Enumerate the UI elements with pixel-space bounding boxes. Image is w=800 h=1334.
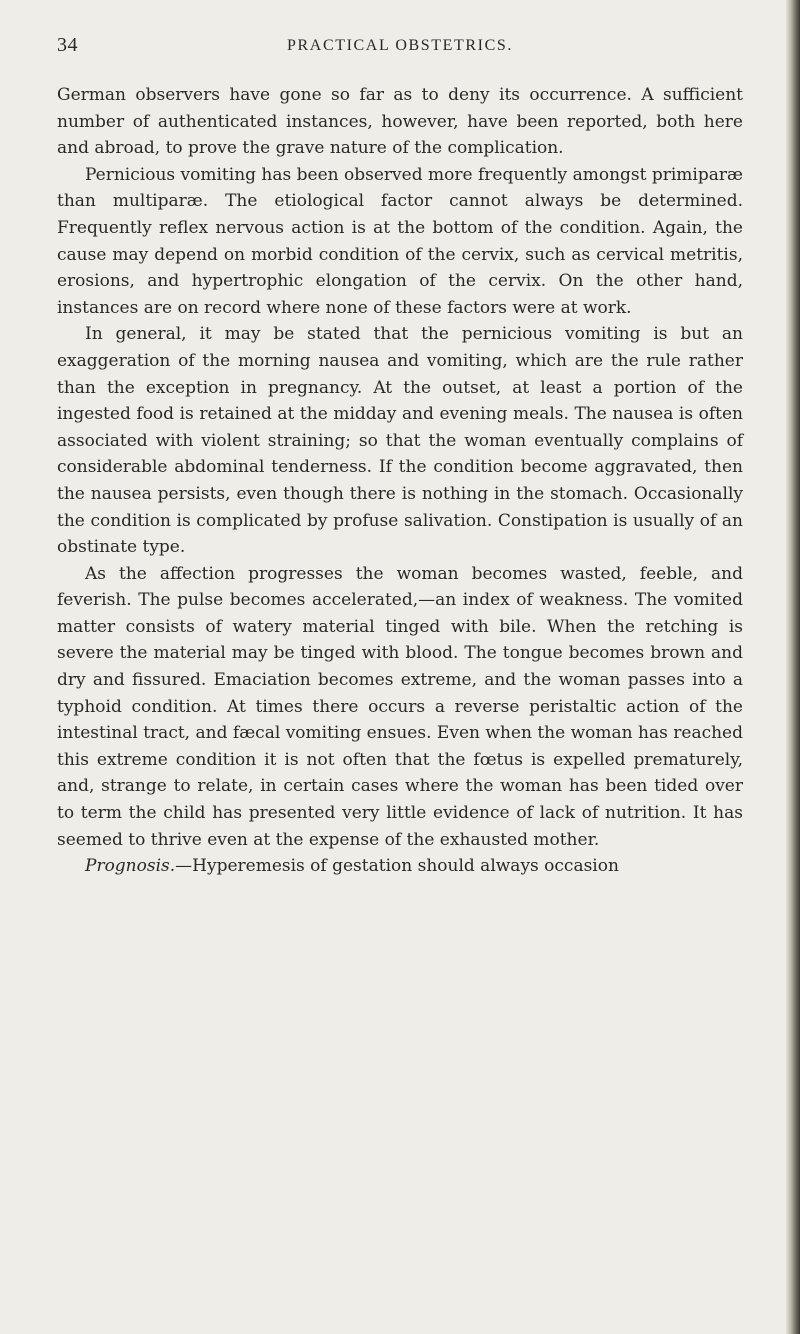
body-text bbox=[57, 82, 743, 880]
page-number: 34 bbox=[57, 34, 78, 56]
paragraph-continuation: German observers have gone so far as to deny its occurrence. A sufficient number of authenticated instances, however, have been reported, both here and abroad, to prove the grave nature of the complication. bbox=[57, 85, 743, 159]
paragraph-etiology: Pernicious vomiting has been observed more frequently amongst primiparæ than multiparæ. The etiological factor cannot always be determined. Frequently reflex nervous action is at the bottom of the condition. Again, the cause may depend on morbid condition of the cervix, such as cervical metritis, erosions, and hypertrophic elongation of the cervix. On the other hand, instances are on record where none of these factors were at work. bbox=[57, 164, 743, 318]
page-binding-edge bbox=[786, 0, 800, 1334]
running-head: PRACTICAL OBSTETRICS. bbox=[287, 37, 513, 54]
prognosis-label: Prognosis. bbox=[85, 856, 176, 877]
paragraph-general: In general, it may be stated that the pernicious vomiting is but an exaggeration of the morning nausea and vomiting, which are the rule rather than the exception in pregnancy. At the outset, at least a portion of the ingested food is retained at the midday and evening meals. The nausea is often associated with violent straining; so that the woman eventually complains of considerable abdominal tenderness. If the condition become aggravated, then the nausea persists, even though there is nothing in the stomach. Occasionally the condition is complicated by profuse salivation. Constipation is usually of an obstinate type. bbox=[57, 324, 743, 558]
paragraph-prognosis bbox=[57, 853, 743, 880]
paragraph-progression: As the affection progresses the woman becomes wasted, feeble, and feverish. The pulse becomes accelerated,—an index of weakness. The vomited matter consists of watery material tinged with bile. When the retching is severe the material may be tinged with blood. The tongue becomes brown and dry and fissured. Emaciation becomes extreme, and the woman passes into a typhoid condition. At times there occurs a reverse peristaltic action of the intestinal tract, and fæcal vomiting ensues. Even when the woman has reached this extreme condition it is not often that the fœtus is expelled prematurely, and, strange to relate, in certain cases where the woman has been tided over to term the child has presented very little evidence of lack of nutrition. It has seemed to thrive even at the expense of the exhausted mother. bbox=[57, 563, 743, 850]
page-header bbox=[0, 34, 800, 64]
prognosis-text: —Hyperemesis of gestation should always occasion bbox=[175, 856, 619, 877]
